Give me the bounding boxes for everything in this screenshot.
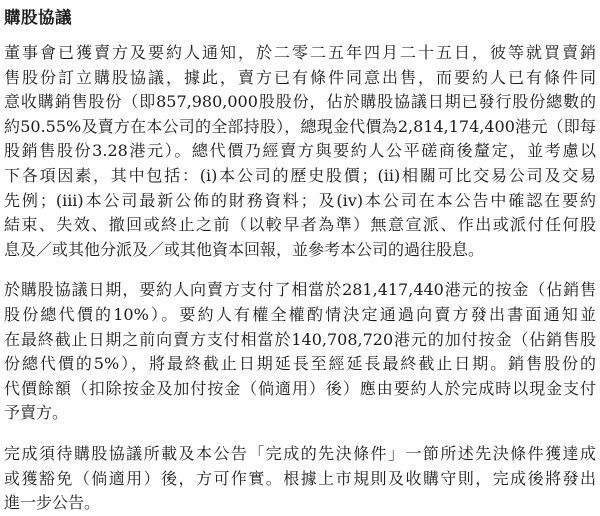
text-line: 股銷售股份3.28港元）。總代價乃經賣方與要約人公平磋商後釐定，並考慮以 bbox=[4, 141, 596, 161]
text-line: 售股份訂立購股協議，據此，賣方已有條件同意出售，而要約人已有條件同 bbox=[4, 67, 596, 87]
text-line: 完成須待購股協議所載及本公告「完成的先決條件」一節所述先決條件獲達成 bbox=[4, 443, 596, 463]
paragraph-deposit bbox=[4, 278, 596, 426]
paragraph-spacer bbox=[4, 426, 596, 442]
paragraph-completion bbox=[4, 442, 596, 516]
text-line: 在最終截止日期之前向賣方支付相當於140,708,720港元的加付按金（佔銷售股 bbox=[4, 329, 596, 349]
text-line: 結束、失效、撤回或終止之前（以較早者為準）無意宣派、作出或派付任何股 bbox=[4, 215, 596, 235]
text-line: 下各項因素，其中包括：(i)本公司的歷史股價；(ii)相關可比交易公司及交易 bbox=[4, 165, 596, 185]
text-line: 於購股協議日期，要約人向賣方支付了相當於281,417,440港元的按金（佔銷售 bbox=[4, 280, 596, 300]
text-line: 先例；(iii)本公司最新公佈的財務資料；及(iv)本公司在本公告中確認在要約 bbox=[4, 190, 596, 210]
text-line: 或獲豁免（倘適用）後，方可作實。根據上市規則及收購守則，完成後將發出 bbox=[4, 468, 596, 488]
text-line: 意收購銷售股份（即857,980,000股股份，佔於購股協議日期已發行股份總數的 bbox=[4, 92, 596, 112]
text-line: 約50.55%及賣方在本公司的全部持股），總現金代價為2,814,174,400港元（即每 bbox=[4, 116, 596, 136]
text-line: 息及／或其他分派及／或其他資本回報，並參考本公司的過往股息。 bbox=[4, 239, 485, 259]
paragraph-spacer bbox=[4, 262, 596, 278]
text-line: 股份總代價的10%）。要約人有權全權酌情決定通過向賣方發出書面通知並 bbox=[4, 304, 596, 324]
text-line: 董事會已獲賣方及要約人通知，於二零二五年四月二十五日，彼等就買賣銷 bbox=[4, 43, 596, 62]
section-heading: 購股協議 bbox=[4, 8, 72, 27]
text-line: 份總代價的5%），將最終截止日期延長至經延長最終截止日期。銷售股份的 bbox=[4, 354, 596, 374]
text-line: 予賣方。 bbox=[4, 403, 69, 423]
text-line: 進一步公告。 bbox=[4, 493, 101, 513]
text-line: 代價餘額（扣除按金及加付按金（倘適用）後）應由要約人於完成時以現金支付 bbox=[4, 378, 596, 398]
paragraph-agreement-terms bbox=[4, 41, 596, 262]
